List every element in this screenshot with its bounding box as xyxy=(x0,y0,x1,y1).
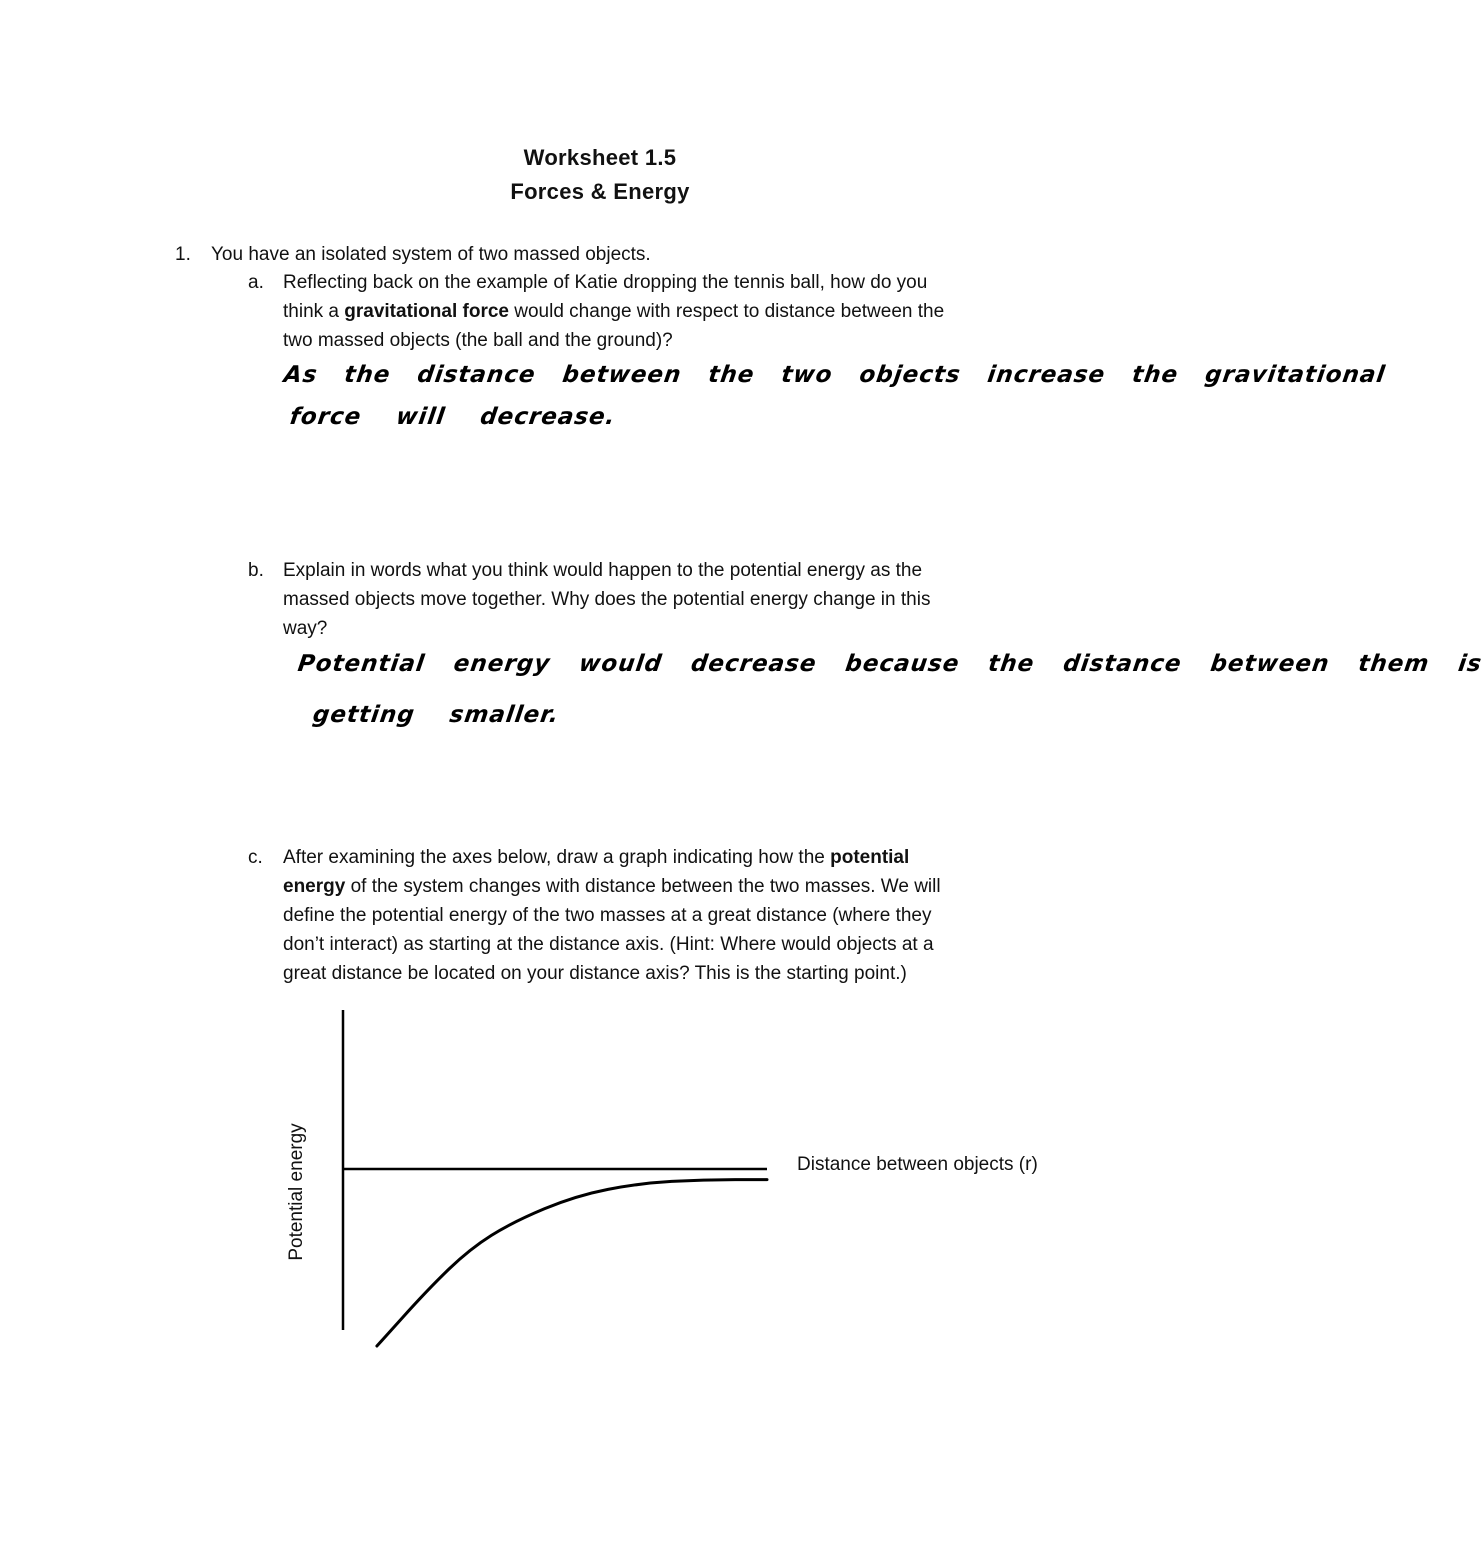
part-b-line-2: massed objects move together. Why does the potential energy change in this xyxy=(283,589,931,610)
potential-energy-graph xyxy=(270,1000,1090,1360)
term-energy: energy xyxy=(283,876,346,897)
worksheet-title: Worksheet 1.5 xyxy=(523,145,677,170)
part-b-letter: b. xyxy=(248,560,264,581)
question-1-number: 1. xyxy=(175,244,191,265)
part-c-line-2: energy of the system changes with distance between the two masses. We will xyxy=(283,876,941,897)
part-c-line-3: define the potential energy of the two masses at a great distance (where they xyxy=(283,905,932,926)
worksheet-subtitle: Forces & Energy xyxy=(510,179,690,204)
part-c-line-4: don’t interact) as starting at the distance axis. (Hint: Where would objects at a xyxy=(283,934,934,955)
x-axis-label: Distance between objects (r) xyxy=(797,1154,1038,1175)
part-c-letter: c. xyxy=(248,847,263,868)
part-a-letter: a. xyxy=(248,272,264,293)
term-gravitational-force: gravitational force xyxy=(344,301,509,322)
part-b-handwritten-answer-line-2: getting smaller. xyxy=(311,702,561,728)
potential-energy-curve xyxy=(377,1180,767,1346)
part-a-line-3: two massed objects (the ball and the ground)? xyxy=(283,330,673,351)
part-c-line-1: After examining the axes below, draw a graph indicating how the potential xyxy=(283,847,910,868)
part-a-prompt xyxy=(283,268,1073,355)
part-b-line-1: Explain in words what you think would happen to the potential energy as the xyxy=(283,560,923,581)
part-c-prompt xyxy=(283,843,1073,988)
part-b-prompt xyxy=(283,556,1073,643)
part-a-handwritten-answer-line-2: force will decrease. xyxy=(288,404,618,430)
part-a-handwritten-answer-line-1: As the distance between the two objects increase the gravitational xyxy=(282,362,1388,388)
part-b-line-3: way? xyxy=(283,618,328,639)
question-1-text: You have an isolated system of two massed objects. xyxy=(211,244,651,265)
part-c-line-5: great distance be located on your distance axis? This is the starting point.) xyxy=(283,963,907,984)
part-a-line-1: Reflecting back on the example of Katie dropping the tennis ball, how do you xyxy=(283,272,928,293)
part-a-line-2: think a gravitational force would change with respect to distance between the xyxy=(283,301,945,322)
term-potential: potential xyxy=(830,847,910,868)
part-b-handwritten-answer-line-1: Potential energy would decrease because the distance between them is xyxy=(296,651,1484,677)
y-axis-label: Potential energy xyxy=(286,1123,307,1261)
